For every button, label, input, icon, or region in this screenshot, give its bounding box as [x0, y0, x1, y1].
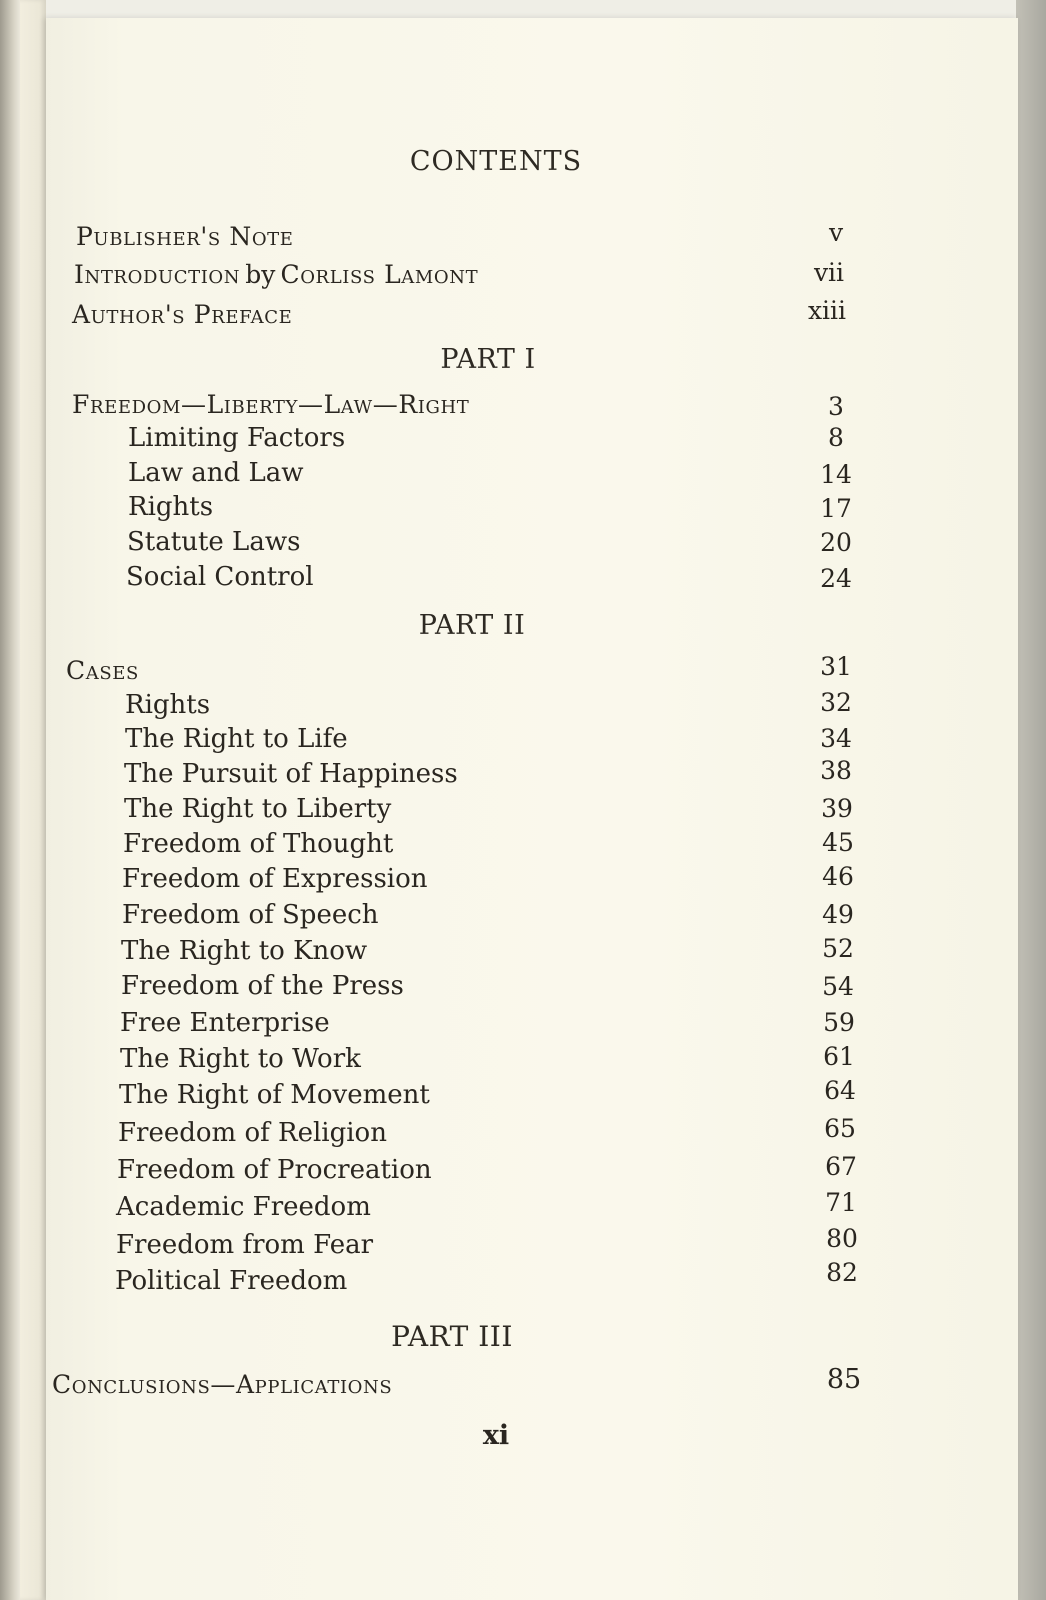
toc-entry-page: 80 [826, 1224, 858, 1253]
toc-entry-page: 65 [824, 1114, 856, 1143]
toc-entry-label: Conclusions—Applications [52, 1370, 393, 1399]
toc-entry-label: Freedom—Liberty—Law—Right [72, 390, 470, 419]
toc-section-entry: Freedom of Expression [122, 864, 428, 894]
toc-entry-label: Author's Preface [72, 300, 293, 329]
toc-entry-page: 54 [822, 972, 854, 1001]
toc-section-entry: The Right to Work [120, 1044, 361, 1074]
toc-section-entry: Social Control [126, 562, 314, 592]
toc-section-entry: Academic Freedom [116, 1192, 371, 1222]
toc-section-entry: Freedom from Fear [116, 1230, 374, 1260]
book-gutter [0, 0, 20, 1600]
part-heading: PART III [391, 1320, 513, 1353]
part-heading: PART II [418, 610, 526, 641]
toc-entry-page: 67 [825, 1152, 857, 1181]
toc-entry-page: 24 [820, 564, 852, 593]
toc-entry-page: 14 [820, 460, 852, 489]
toc-entry-page: 61 [823, 1042, 855, 1071]
toc-section-entry: Rights [125, 690, 211, 720]
toc-entry-page: 3 [828, 392, 844, 421]
toc-section-entry: The Right to Know [121, 936, 368, 966]
previous-page-edge [20, 0, 46, 1600]
toc-chapter-entry [66, 656, 139, 685]
toc-entry-page: 82 [826, 1258, 858, 1287]
page-title: CONTENTS [409, 146, 583, 177]
toc-section-entry: Freedom of Thought [123, 829, 394, 859]
toc-section-entry: Freedom of Procreation [117, 1155, 432, 1185]
toc-section-entry: Rights [128, 492, 214, 522]
toc-section-entry: Statute Laws [127, 527, 301, 557]
page-folio: xi [482, 1420, 510, 1451]
toc-entry-label: Publisher's Note [76, 222, 294, 251]
toc-entry-page: 31 [820, 652, 852, 681]
toc-entry-page: 45 [822, 828, 854, 857]
toc-section-entry: Freedom of Religion [118, 1118, 387, 1148]
toc-section-entry: The Pursuit of Happiness [124, 759, 458, 789]
toc-section-entry: Limiting Factors [128, 423, 346, 453]
toc-section-entry: The Right to Life [125, 724, 348, 754]
toc-chapter-entry [72, 390, 469, 419]
toc-section-entry: The Right to Liberty [124, 794, 392, 824]
toc-entry-page: 52 [822, 934, 854, 963]
toc-entry-page: 32 [820, 688, 852, 717]
toc-entry-page: 34 [820, 724, 852, 753]
toc-entry-page: 17 [820, 494, 852, 523]
toc-entry-page: 49 [822, 900, 854, 929]
toc-entry-introduction [74, 260, 478, 289]
toc-section-entry: Freedom of the Press [121, 971, 404, 1001]
toc-entry-page: 71 [825, 1188, 857, 1217]
toc-entry-page: 64 [824, 1076, 856, 1105]
toc-section-entry: Free Enterprise [120, 1008, 330, 1038]
toc-entry-author: Corliss Lamont [280, 260, 479, 289]
toc-section-entry: Law and Law [128, 458, 304, 488]
toc-entry-byline: by [245, 260, 276, 289]
toc-entry-publishers-note [76, 222, 294, 251]
toc-entry-page: 59 [823, 1008, 855, 1037]
toc-chapter-entry [52, 1370, 392, 1399]
toc-entry-page: 8 [828, 423, 844, 452]
toc-entry-page: 39 [821, 794, 853, 823]
toc-entry-page: 20 [820, 528, 852, 557]
toc-entry-page: xiii [807, 296, 847, 325]
toc-entry-authors-preface [72, 300, 292, 329]
toc-entry-page: vii [813, 258, 845, 287]
toc-entry-label: Cases [66, 656, 139, 685]
book-cover-edge [1016, 0, 1046, 1600]
toc-entry-page: 38 [820, 756, 852, 785]
part-heading: PART I [440, 344, 536, 375]
contents-page [46, 18, 1018, 1600]
toc-entry-page: v [828, 218, 844, 247]
toc-section-entry: Freedom of Speech [122, 900, 379, 930]
toc-section-entry: The Right of Movement [119, 1080, 430, 1110]
toc-entry-page: 85 [826, 1364, 862, 1395]
toc-entry-page: 46 [822, 862, 854, 891]
toc-section-entry: Political Freedom [115, 1266, 348, 1296]
toc-entry-label: Introduction [74, 260, 241, 289]
